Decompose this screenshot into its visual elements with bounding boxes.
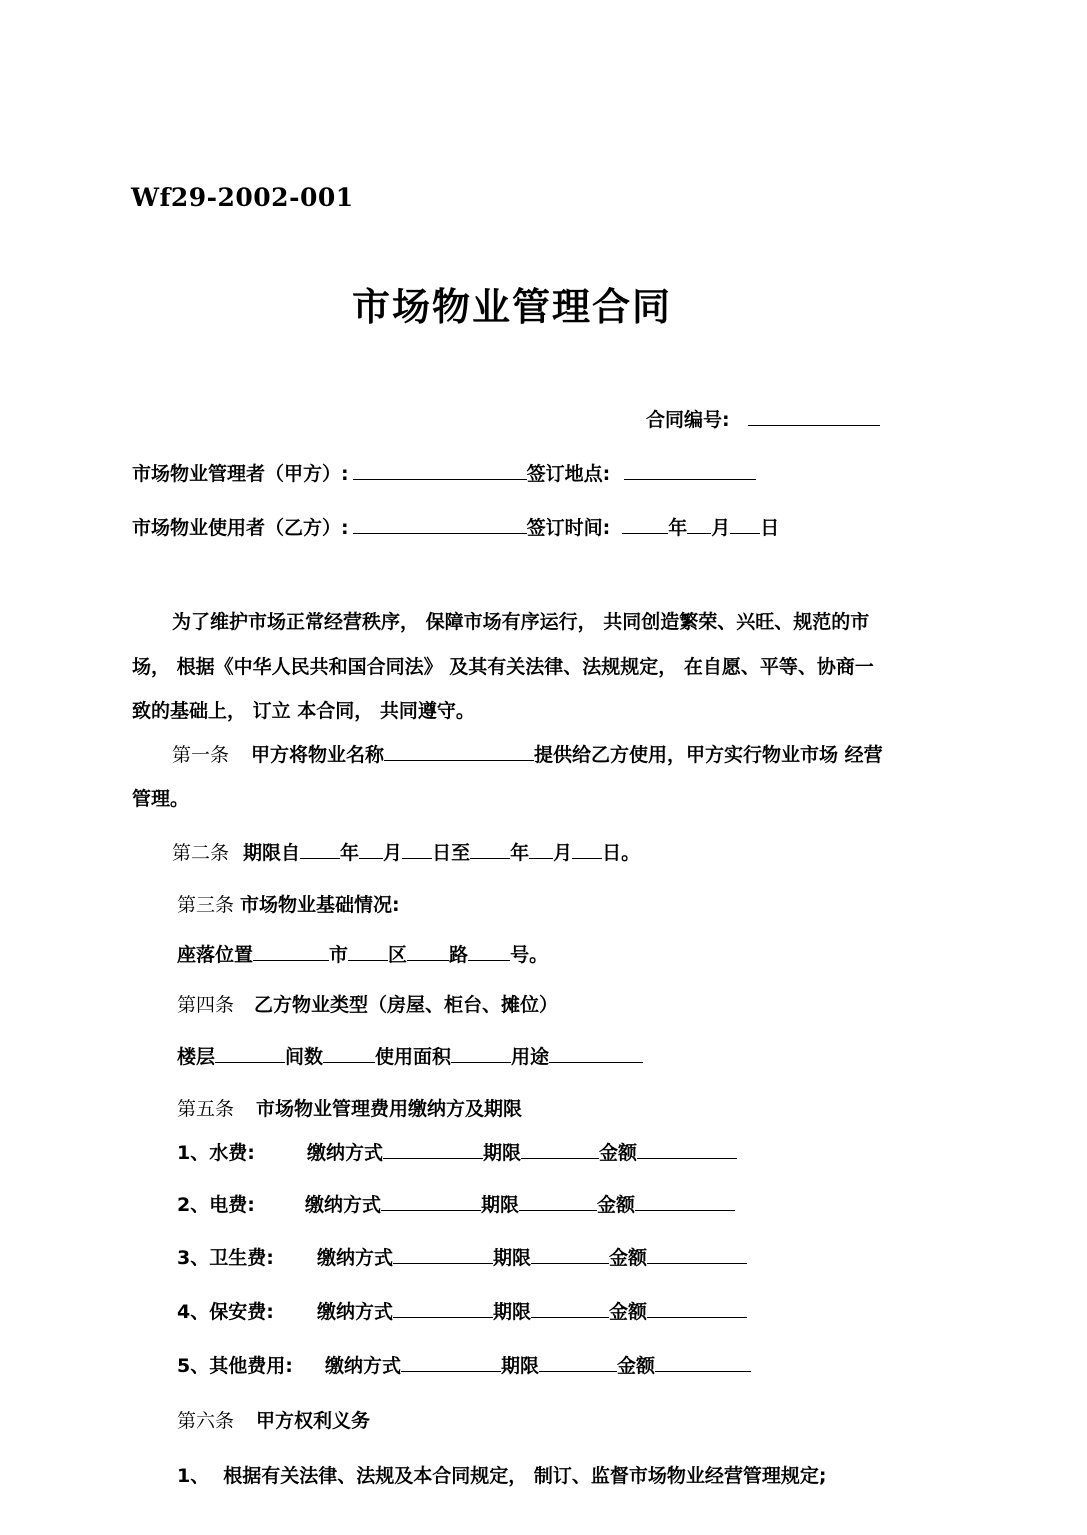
location-blank-3 <box>407 959 449 961</box>
fee-row-water <box>177 1138 737 1165</box>
location-district: 区 <box>388 944 408 966</box>
article-2-month2: 月 <box>553 842 573 864</box>
fee-label-sanitation: 3、卫生费: <box>177 1247 274 1269</box>
fee-amount-label: 金额 <box>599 1142 638 1164</box>
location-number: 号。 <box>510 944 549 966</box>
area-label: 使用面积 <box>375 1046 452 1068</box>
article-2-blank-day2 <box>572 857 602 859</box>
fee-period-blank <box>539 1370 617 1372</box>
fee-label-security: 4、保安费: <box>177 1301 274 1323</box>
article-2-day-end: 日。 <box>602 842 641 864</box>
fee-method-blank <box>381 1209 481 1211</box>
article-4 <box>177 990 558 1017</box>
fee-period-blank <box>531 1316 609 1318</box>
fee-amount-label: 金额 <box>609 1301 648 1323</box>
party-a-row <box>132 459 756 486</box>
article-5-text: 市场物业管理费用缴纳方及期限 <box>256 1098 523 1120</box>
fee-row-security <box>177 1297 747 1324</box>
fee-period-label: 期限 <box>493 1247 532 1269</box>
article-1-blank <box>384 759 534 761</box>
article-3-text: 市场物业基础情况: <box>240 894 400 916</box>
contract-number-label: 合同编号: <box>646 409 730 431</box>
article-6-item-1-text: 根据有关法律、法规及本合同规定， 制订、监督市场物业经营管理规定; <box>223 1465 827 1487</box>
article-5-number: 第五条 <box>177 1098 235 1120</box>
fee-method-label: 缴纳方式 <box>317 1247 394 1269</box>
fee-amount-label: 金额 <box>597 1194 636 1216</box>
article-6-text: 甲方权利义务 <box>256 1410 371 1432</box>
party-a-label: 市场物业管理者（甲方）: <box>132 463 349 485</box>
article-2-year: 年 <box>340 842 360 864</box>
article-2 <box>172 838 640 865</box>
fee-row-electricity <box>177 1190 735 1217</box>
location-city: 市 <box>329 944 349 966</box>
fee-label-other: 5、其他费用: <box>177 1355 293 1377</box>
sign-time-label: 签订时间: <box>526 517 611 539</box>
article-2-text: 期限自 <box>243 842 301 864</box>
fee-period-label: 期限 <box>481 1194 520 1216</box>
fee-method-blank <box>383 1157 483 1159</box>
floor-label: 楼层 <box>177 1046 216 1068</box>
sign-day-blank <box>730 532 760 534</box>
article-6-item-1 <box>177 1461 826 1488</box>
fee-amount-label: 金额 <box>617 1355 656 1377</box>
article-1-continuation: 管理。 <box>132 788 190 810</box>
area-blank <box>451 1061 511 1063</box>
article-1-number: 第一条 <box>172 744 230 766</box>
sign-year-label: 年 <box>668 517 688 539</box>
article-3-number: 第三条 <box>177 894 235 916</box>
article-2-blank-day <box>402 857 432 859</box>
fee-amount-label: 金额 <box>609 1247 648 1269</box>
preamble-line-1: 为了维护市场正常经营秩序， 保障市场有序运行， 共同创造繁荣、兴旺、规范的市 <box>172 611 870 633</box>
fee-amount-blank <box>637 1157 737 1159</box>
contract-number-field <box>646 405 880 432</box>
usage-blank <box>549 1061 643 1063</box>
fee-period-blank <box>521 1157 599 1159</box>
rooms-label: 间数 <box>285 1046 324 1068</box>
sign-day-label: 日 <box>760 517 780 539</box>
article-1-text-b: 提供给乙方使用，甲方实行物业市场 经营 <box>534 744 883 766</box>
fee-amount-blank <box>647 1262 747 1264</box>
article-6 <box>177 1406 370 1433</box>
sign-place-label: 签订地点: <box>526 463 611 485</box>
article-2-to: 日至 <box>432 842 471 864</box>
fee-period-blank <box>531 1262 609 1264</box>
location-blank-4 <box>468 959 510 961</box>
contract-title: 市场物业管理合同 <box>352 285 673 329</box>
fee-method-blank <box>393 1262 493 1264</box>
article-1 <box>172 740 883 767</box>
fee-amount-blank <box>655 1370 751 1372</box>
fee-row-other <box>177 1351 751 1378</box>
party-a-blank <box>353 478 527 480</box>
fee-period-label: 期限 <box>483 1142 522 1164</box>
fee-method-label: 缴纳方式 <box>325 1355 402 1377</box>
article-2-month: 月 <box>383 842 403 864</box>
fee-method-blank <box>393 1316 493 1318</box>
fee-amount-blank <box>647 1316 747 1318</box>
floor-blank <box>215 1061 285 1063</box>
article-4-details <box>177 1042 643 1069</box>
fee-period-label: 期限 <box>493 1301 532 1323</box>
article-2-blank-year <box>300 857 340 859</box>
article-2-number: 第二条 <box>172 842 230 864</box>
party-b-row <box>132 513 779 540</box>
article-3 <box>177 890 400 917</box>
sign-month-label: 月 <box>711 517 731 539</box>
party-b-blank <box>353 532 527 534</box>
fee-label-water: 1、水费: <box>177 1142 255 1164</box>
article-6-number: 第六条 <box>177 1410 235 1432</box>
usage-label: 用途 <box>511 1046 550 1068</box>
sign-month-blank <box>687 532 711 534</box>
article-1-text-a: 甲方将物业名称 <box>251 744 385 766</box>
fee-amount-blank <box>635 1209 735 1211</box>
fee-method-label: 缴纳方式 <box>307 1142 384 1164</box>
fee-method-label: 缴纳方式 <box>305 1194 382 1216</box>
fee-method-blank <box>401 1370 501 1372</box>
sign-place-blank <box>624 478 756 480</box>
article-5 <box>177 1094 522 1121</box>
fee-label-electricity: 2、电费: <box>177 1194 255 1216</box>
article-4-number: 第四条 <box>177 994 235 1016</box>
article-3-location <box>177 940 548 967</box>
fee-row-sanitation <box>177 1243 747 1270</box>
fee-period-blank <box>519 1209 597 1211</box>
location-blank-2 <box>348 959 388 961</box>
article-2-blank-month <box>359 857 383 859</box>
party-b-label: 市场物业使用者（乙方）: <box>132 517 349 539</box>
preamble-line-2: 场， 根据《中华人民共和国合同法》 及其有关法律、法规规定， 在自愿、平等、协商一 <box>132 656 874 678</box>
article-6-item-1-number: 1、 <box>177 1465 210 1487</box>
rooms-blank <box>323 1061 375 1063</box>
sign-year-blank <box>622 532 668 534</box>
fee-period-label: 期限 <box>501 1355 540 1377</box>
location-label: 座落位置 <box>177 944 254 966</box>
location-road: 路 <box>449 944 469 966</box>
document-number: Wf29-2002-001 <box>131 183 354 212</box>
article-2-year2: 年 <box>510 842 530 864</box>
article-2-blank-month2 <box>529 857 553 859</box>
location-blank-1 <box>253 959 329 961</box>
preamble-line-3: 致的基础上， 订立 本合同， 共同遵守。 <box>132 700 475 722</box>
contract-number-blank <box>748 424 880 426</box>
article-4-text: 乙方物业类型（房屋、柜台、摊位） <box>254 994 559 1016</box>
article-2-blank-year2 <box>470 857 510 859</box>
fee-method-label: 缴纳方式 <box>317 1301 394 1323</box>
